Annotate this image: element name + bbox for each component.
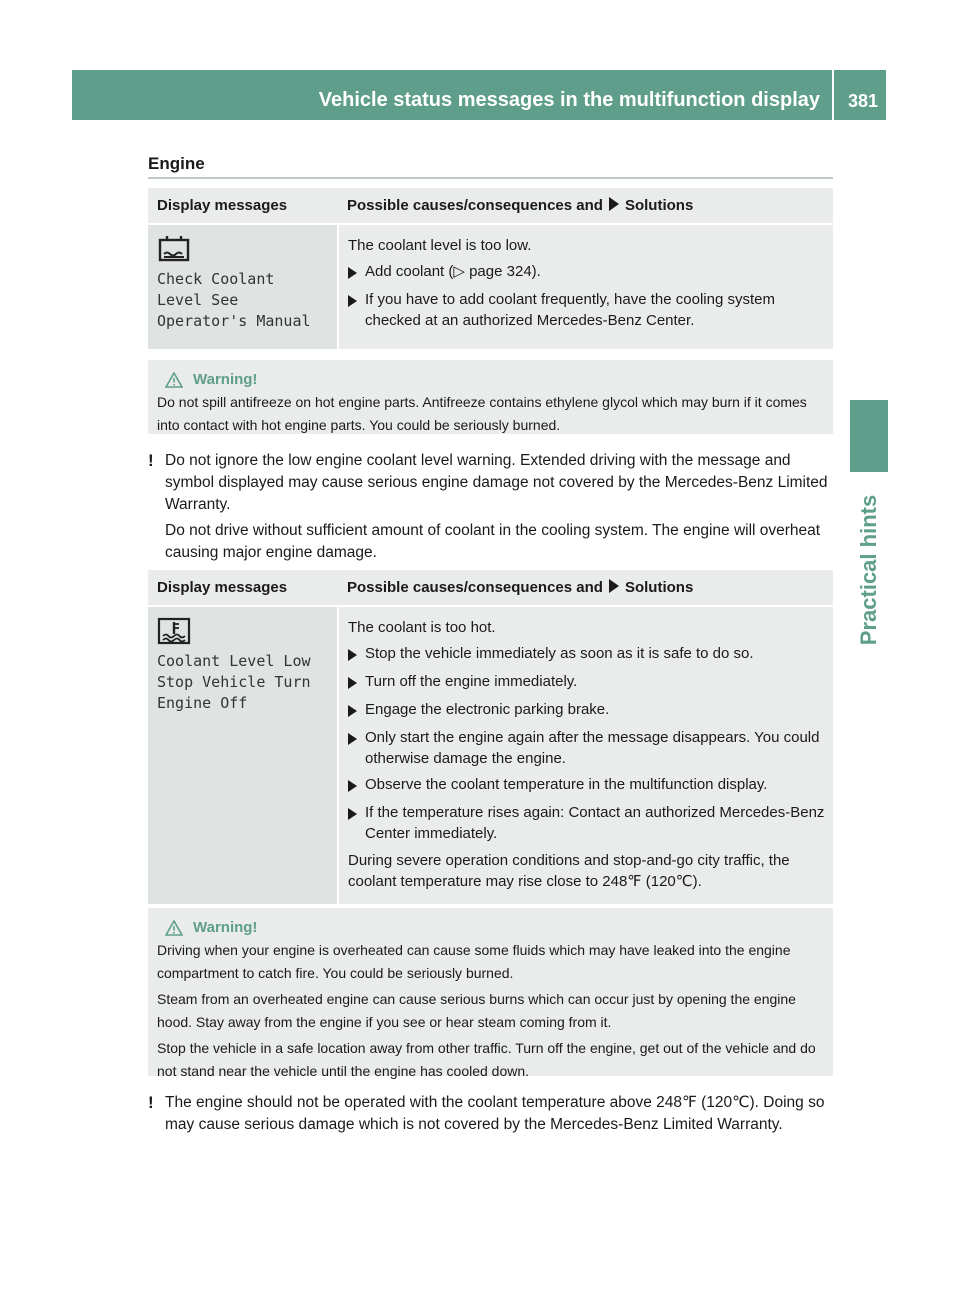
- side-section-label: Practical hints: [856, 494, 881, 646]
- notice-block: [148, 1092, 838, 1140]
- side-tab: [850, 400, 888, 472]
- cause-intro: The coolant level is too low.: [348, 237, 532, 254]
- notice-mark-icon: !: [148, 1093, 154, 1112]
- section-title: Engine: [148, 154, 205, 173]
- list-item: [348, 774, 825, 797]
- list-item-text: Observe the coolant temperature in the multifunction display.: [365, 776, 768, 793]
- header-causes: [338, 570, 833, 606]
- warning-triangle-icon: [165, 920, 183, 936]
- notice-text: Do not ignore the low engine coolant level warning. Extended driving with the message and symbol displayed may cause serious engine damage not covered by the Mercedes-Benz Limited Warranty.: [165, 452, 828, 513]
- step-arrow-icon: [348, 808, 357, 820]
- list-item-text: Add coolant (▷ page 324).: [365, 263, 541, 280]
- causes-cell: [338, 224, 833, 349]
- warning-box: [148, 360, 833, 434]
- header-display-messages: Display messages: [148, 570, 338, 606]
- list-item: [348, 289, 825, 331]
- warning-text: Stop the vehicle in a safe location away from other traffic. Turn off the engine, get out of the vehicle and do not stand near the vehicle until the engine has cooled down.: [157, 1040, 816, 1079]
- cause-intro: The coolant is too hot.: [348, 619, 496, 636]
- warning-triangle-icon: [165, 372, 183, 388]
- cause-outro: During severe operation conditions and stop-and-go city traffic, the coolant temperature may rise close to 248℉ (120℃).: [348, 852, 790, 890]
- warning-label: Warning!: [193, 371, 258, 388]
- table-row: [148, 224, 833, 349]
- message-table-coolant-level: [148, 188, 833, 349]
- list-item-text: Only start the engine again after the message disappears. You could otherwise damage the engine.: [365, 729, 820, 767]
- list-item: [348, 802, 825, 844]
- page-number: 381: [847, 91, 878, 111]
- header-divider: [832, 70, 834, 120]
- step-arrow-icon: [348, 649, 357, 661]
- notice-mark-icon: !: [148, 451, 154, 470]
- display-message-text: Check Coolant Level See Operator's Manual: [157, 270, 311, 330]
- table-header-row: [148, 188, 833, 224]
- header-causes-suffix: Solutions: [624, 197, 694, 214]
- message-table-coolant-temp: [148, 570, 833, 904]
- list-item: [348, 261, 825, 284]
- notice-text: The engine should not be operated with the coolant temperature above 248℉ (120℃). Doing so may cause serious damage which is not covered by the Mercedes-Benz Limited Warranty.: [165, 1094, 825, 1133]
- display-message-cell: [148, 606, 338, 904]
- header-causes: [338, 188, 833, 224]
- step-arrow-icon: [348, 295, 357, 307]
- step-arrow-icon: [348, 677, 357, 689]
- header-causes-suffix: Solutions: [624, 579, 694, 596]
- list-item: [348, 699, 825, 722]
- list-item: [348, 643, 825, 666]
- solutions-arrow-icon: [609, 197, 619, 211]
- step-arrow-icon: [348, 733, 357, 745]
- notice-text: Do not drive without sufficient amount of coolant in the cooling system. The engine will overheat causing major engine damage.: [165, 522, 821, 561]
- list-item-text: Stop the vehicle immediately as soon as it is safe to do so.: [365, 645, 754, 662]
- table-header-row: [148, 570, 833, 606]
- step-arrow-icon: [348, 780, 357, 792]
- solutions-arrow-icon: [609, 579, 619, 593]
- section-rule: [148, 177, 833, 179]
- header-display-messages: Display messages: [148, 188, 338, 224]
- step-arrow-icon: [348, 705, 357, 717]
- list-item-text: Turn off the engine immediately.: [365, 673, 578, 690]
- step-arrow-icon: [348, 267, 357, 279]
- warning-label: Warning!: [193, 919, 258, 936]
- warning-text: Do not spill antifreeze on hot engine parts. Antifreeze contains ethylene glycol which may burn if it comes into contact with hot engine parts. You could be seriously burned.: [157, 394, 807, 433]
- list-item-text: If the temperature rises again: Contact an authorized Mercedes-Benz Center immediately.: [365, 804, 825, 842]
- header-causes-prefix: Possible causes/consequences and: [347, 579, 603, 596]
- warning-text: Steam from an overheated engine can cause serious burns which can occur just by opening the engine hood. Stay away from the engine if you see or hear steam coming from it.: [157, 991, 796, 1030]
- warning-box: [148, 908, 833, 1079]
- header-causes-prefix: Possible causes/consequences and: [347, 197, 603, 214]
- list-item-text: If you have to add coolant frequently, have the cooling system checked at an authorized Mercedes-Benz Center.: [365, 291, 775, 329]
- causes-cell: [338, 606, 833, 904]
- coolant-temperature-icon: [157, 617, 191, 645]
- header-bar: [72, 70, 886, 120]
- table-row: [148, 606, 833, 904]
- warning-text: Driving when your engine is overheated can cause some fluids which may have leaked into the engine compartment to catch fire. You could be seriously burned.: [157, 942, 791, 981]
- display-message-text: Coolant Level Low Stop Vehicle Turn Engine Off: [157, 652, 311, 712]
- display-message-cell: [148, 224, 338, 349]
- page-header-title: Vehicle status messages in the multifunction display: [318, 89, 820, 111]
- list-item: [348, 727, 825, 769]
- warning-heading: [157, 368, 824, 391]
- list-item-text: Engage the electronic parking brake.: [365, 701, 610, 718]
- list-item: [348, 671, 825, 694]
- coolant-reservoir-icon: [157, 235, 191, 263]
- warning-heading: [157, 916, 824, 939]
- notice-block: [148, 450, 838, 568]
